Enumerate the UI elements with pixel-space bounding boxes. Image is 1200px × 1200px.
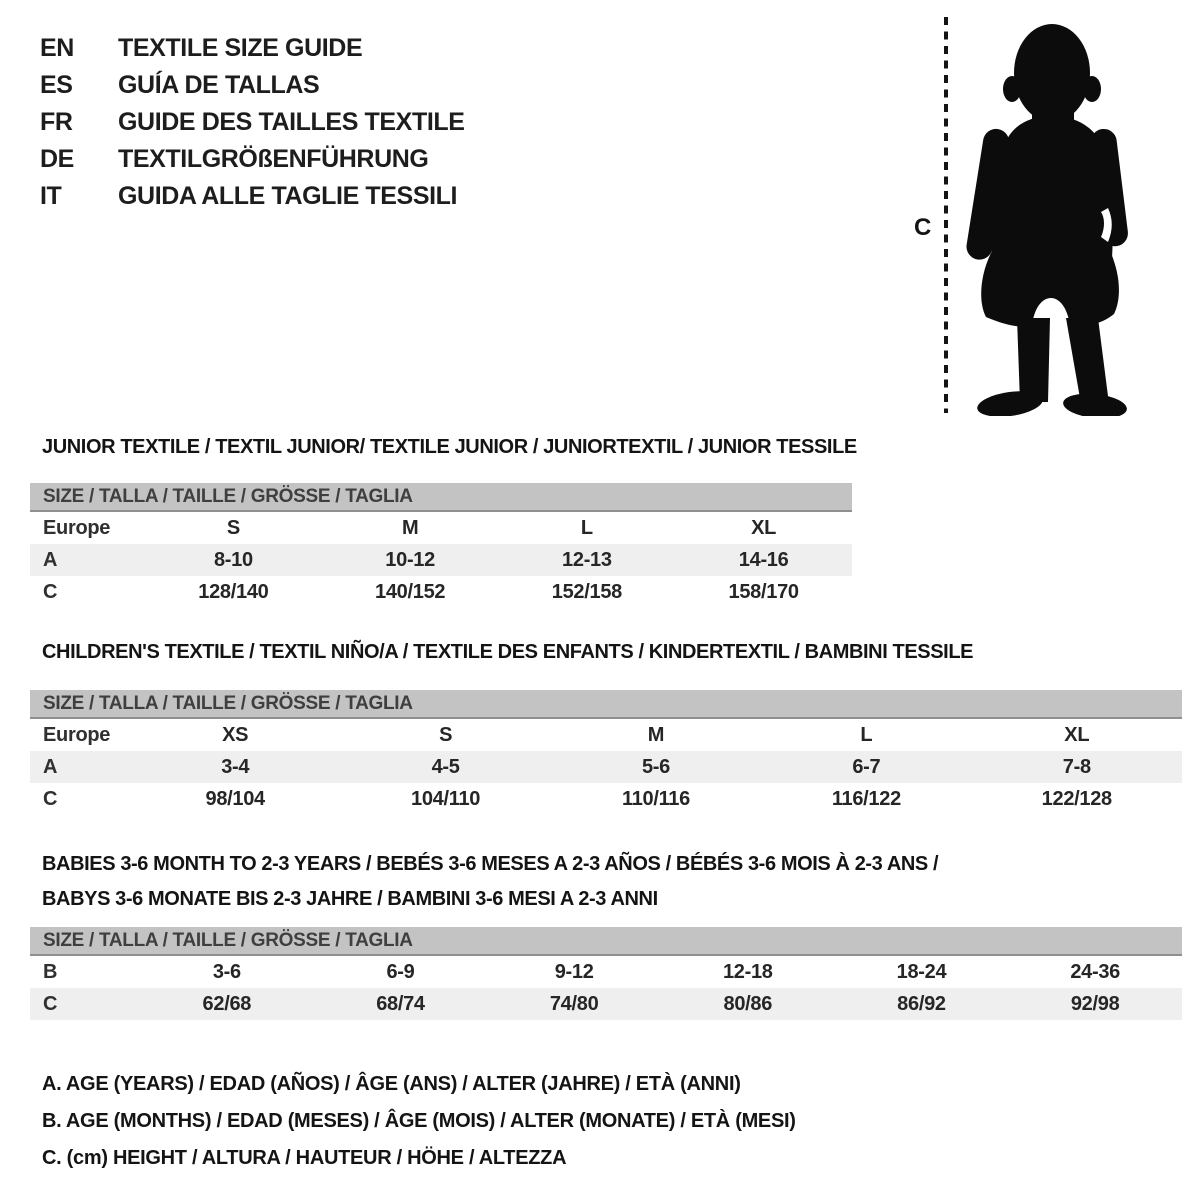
cell: 9-12 [554,960,594,983]
cell: 3-6 [212,960,241,983]
table-row [30,783,1182,815]
height-dashed-line [942,14,950,416]
height-measure-label: C [914,214,932,241]
row-label: B [43,960,58,983]
cell: XL [1064,723,1090,746]
cell: 18-24 [896,960,947,983]
language-code: FR [40,108,73,136]
language-code: IT [40,182,62,210]
language-row-es [40,67,465,104]
size-header-bar: SIZE / TALLA / TAILLE / GRÖSSE / TAGLIA [30,927,1182,956]
cell: 152/158 [551,580,622,603]
table-row [30,751,1182,783]
language-label: GUÍA DE TALLAS [118,71,320,99]
row-label: C [43,787,58,810]
cell: L [860,723,873,746]
cell: 92/98 [1008,988,1182,1020]
cell: S [226,516,240,539]
table-row [30,512,852,544]
size-table [30,719,1182,815]
babies-size-table [30,927,1182,1020]
language-row-it [40,178,465,215]
junior-section-title: JUNIOR TEXTILE / TEXTIL JUNIOR/ TEXTILE JUNIOR / JUNIORTEXTIL / JUNIOR TESSILE [42,436,857,458]
language-label: TEXTILGRÖßENFÜHRUNG [118,145,429,173]
size-header-bar: SIZE / TALLA / TAILLE / GRÖSSE / TAGLIA [30,690,1182,719]
legend-line-height: C. (cm) HEIGHT / ALTURA / HAUTEUR / HÖHE / ALTEZZA [42,1147,567,1169]
row-label: A [30,751,130,783]
cell: 7-8 [972,751,1182,783]
row-label: C [43,580,58,603]
cell: 122/128 [1041,787,1112,810]
cell: 10-12 [322,544,499,576]
cell: 3-4 [130,751,340,783]
legend-line-age-years: A. AGE (YEARS) / EDAD (AÑOS) / ÂGE (ANS) / ALTER (JAHRE) / ETÀ (ANNI) [42,1073,741,1095]
cell: 104/110 [411,787,481,810]
cell: 128/140 [198,580,269,603]
cell: 6-7 [761,751,971,783]
cell: 116/122 [831,787,901,810]
children-section-title: CHILDREN'S TEXTILE / TEXTIL NIÑO/A / TEXTILE DES ENFANTS / KINDERTEXTIL / BAMBINI TESSILE [42,641,974,663]
cell: 14-16 [675,544,852,576]
language-code: EN [40,34,74,62]
cell: 140/152 [375,580,446,603]
language-list [40,30,465,215]
babies-title-line-1: BABIES 3-6 MONTH TO 2-3 YEARS / BEBÉS 3-6 MESES A 2-3 AÑOS / BÉBÉS 3-6 MOIS À 2-3 ANS / [42,853,939,875]
junior-size-table [30,483,852,608]
cell: 80/86 [661,988,835,1020]
cell: 74/80 [487,988,661,1020]
cell: 24-36 [1070,960,1120,983]
cell: 62/68 [140,988,314,1020]
language-label: GUIDA ALLE TAGLIE TESSILI [118,182,458,210]
language-row-fr [40,104,465,141]
cell: XS [222,723,249,746]
language-row-de [40,141,465,178]
height-figure [900,12,1190,424]
language-code: DE [40,145,74,173]
cell: 12-13 [499,544,676,576]
size-table [30,512,852,608]
size-table [30,956,1182,1020]
language-label: GUIDE DES TAILLES TEXTILE [118,108,465,136]
cell: 5-6 [551,751,761,783]
cell: S [439,723,453,746]
row-label: A [30,544,145,576]
language-label: TEXTILE SIZE GUIDE [118,34,363,62]
table-row [30,719,1182,751]
cell: 86/92 [835,988,1009,1020]
table-row [30,544,852,576]
language-code: ES [40,71,73,99]
table-row [30,576,852,608]
row-label: Europe [43,723,111,746]
cell: M [401,516,419,539]
legend [42,1066,796,1177]
cell: 98/104 [205,787,265,810]
size-header-bar: SIZE / TALLA / TAILLE / GRÖSSE / TAGLIA [30,483,852,512]
babies-title-line-2: BABYS 3-6 MONATE BIS 2-3 JAHRE / BAMBINI 3-6 MESI A 2-3 ANNI [42,888,658,910]
cell: L [580,516,593,539]
legend-line-age-months: B. AGE (MONTHS) / EDAD (MESES) / ÂGE (MOIS) / ALTER (MONATE) / ETÀ (MESI) [42,1110,796,1132]
babies-section-title [42,847,938,917]
cell: 8-10 [145,544,322,576]
row-label: Europe [43,516,111,539]
cell: 6-9 [386,960,415,983]
cell: 4-5 [340,751,550,783]
cell: 110/116 [621,787,690,810]
toddler-silhouette-icon [962,16,1137,416]
cell: 158/170 [728,580,799,603]
cell: M [647,723,665,746]
table-row [30,956,1182,988]
cell: 12-18 [722,960,773,983]
table-row [30,988,1182,1020]
cell: XL [751,516,777,539]
children-size-table [30,690,1182,815]
language-row-en [40,30,465,67]
row-label: C [30,988,140,1020]
cell: 68/74 [314,988,488,1020]
